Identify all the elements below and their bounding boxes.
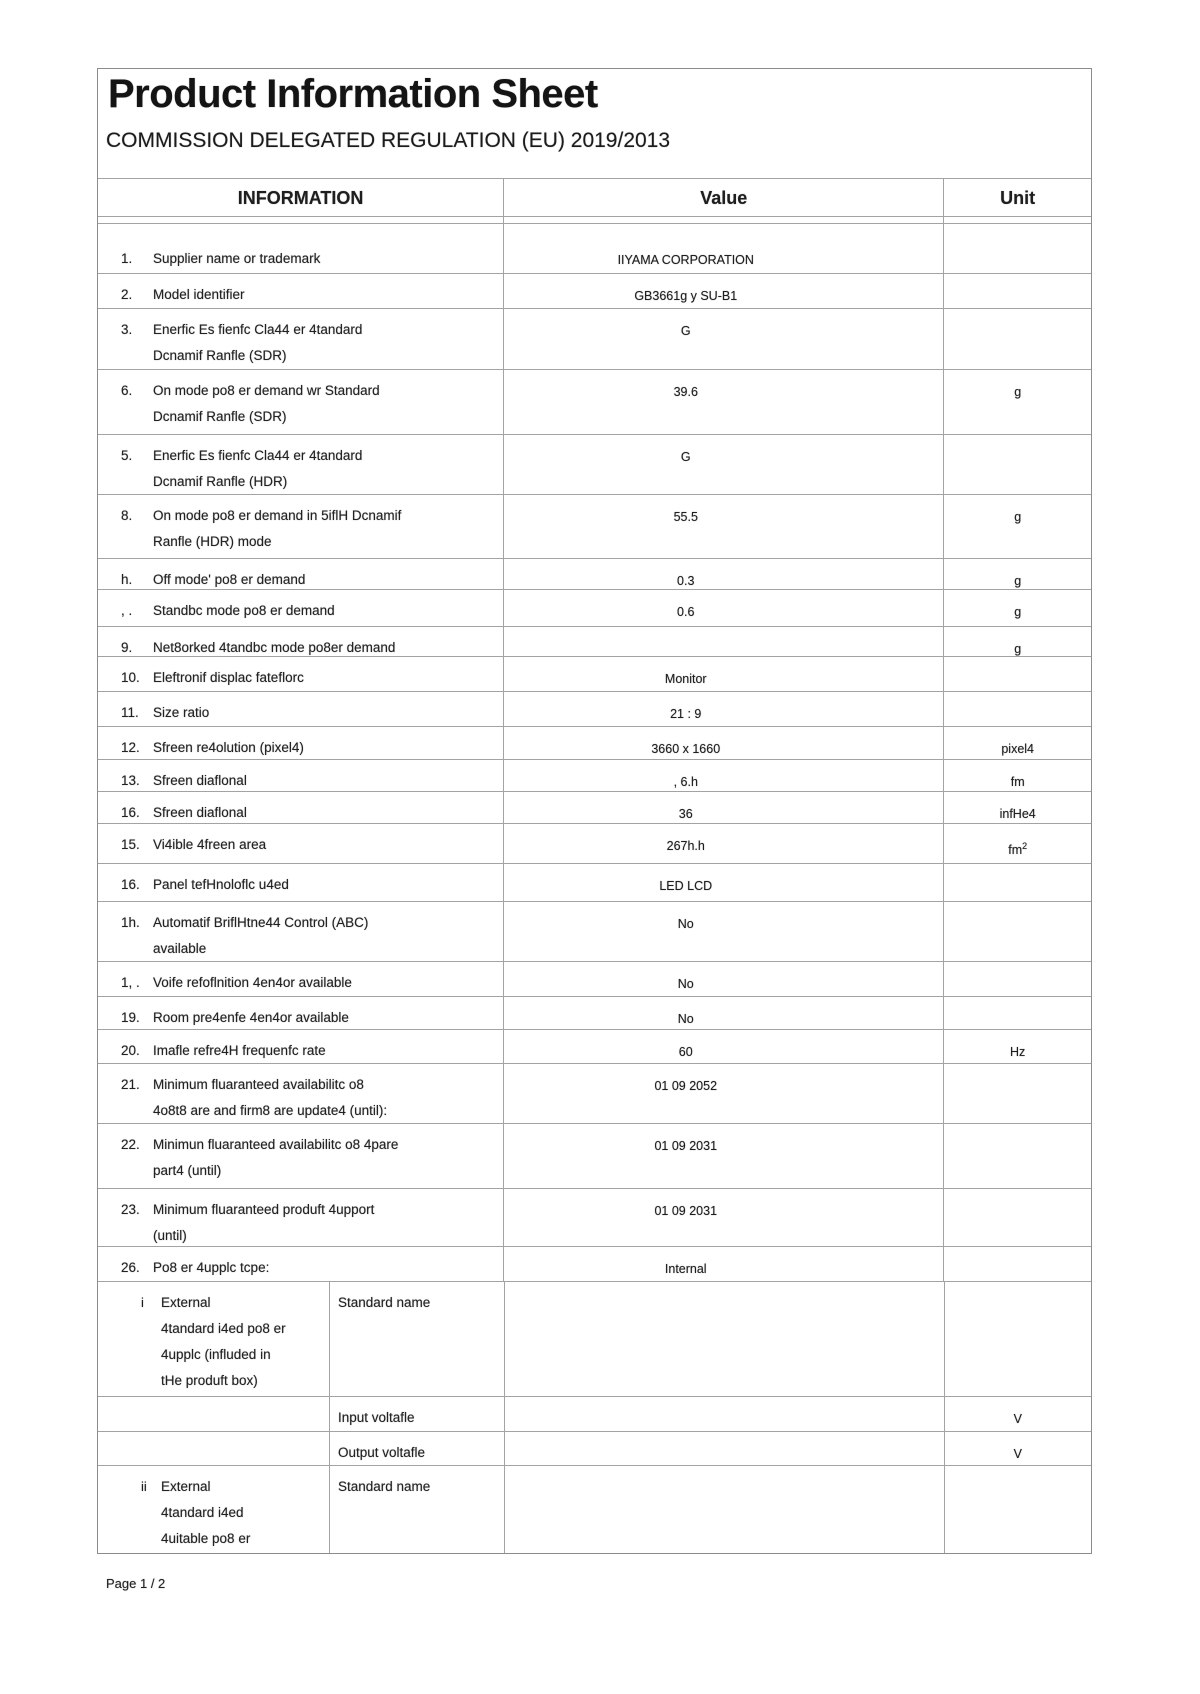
table-row <box>98 1063 1091 1123</box>
row-unit <box>943 692 1091 726</box>
row-number: 1h. <box>121 915 140 930</box>
row-number: 13. <box>121 773 140 788</box>
nested-table-row <box>98 1396 1091 1431</box>
row-information-cell <box>98 224 503 273</box>
product-information-sheet <box>97 68 1092 1554</box>
table-row <box>98 626 1091 656</box>
row-label-line: Sfreen diaflonal <box>153 805 247 820</box>
row-information-cell <box>98 824 503 863</box>
table-row <box>98 961 1091 996</box>
nested-row-value <box>504 1466 944 1553</box>
nested-label-line: 4tandard i4ed <box>161 1505 244 1520</box>
row-label <box>153 700 209 726</box>
row-value: IIYAMA CORPORATION <box>503 224 943 273</box>
row-number: 16. <box>121 877 140 892</box>
row-label <box>153 910 368 961</box>
row-label-line: Supplier name or trademark <box>153 251 321 266</box>
row-unit: infHe4 <box>943 792 1091 823</box>
nested-table-row <box>98 1431 1091 1465</box>
row-information-cell <box>98 760 503 791</box>
row-label-line: (until) <box>153 1228 187 1243</box>
row-information-cell <box>98 309 503 369</box>
row-label-line: Eleftronif displac fateflorc <box>153 670 304 685</box>
row-information-cell <box>98 727 503 759</box>
spacer-row <box>98 216 1091 223</box>
column-header-unit: Unit <box>943 179 1091 216</box>
nested-row-label-cell <box>98 1466 329 1553</box>
row-label <box>153 246 320 273</box>
row-information-cell <box>98 962 503 996</box>
row-information-cell <box>98 274 503 308</box>
title-cell <box>98 69 1091 178</box>
row-label <box>153 665 304 691</box>
table-row <box>98 558 1091 589</box>
row-number: 1. <box>121 251 133 266</box>
row-value: 267h.h <box>503 824 943 863</box>
row-number: 20. <box>121 1043 140 1058</box>
row-label-line: available <box>153 941 207 956</box>
table-row <box>98 1246 1091 1281</box>
row-label <box>153 1005 349 1029</box>
row-label-line: Minimum fluaranteed availabilitc o8 <box>153 1077 364 1092</box>
nested-row-unit <box>944 1466 1091 1553</box>
nested-table-row <box>98 1281 1091 1396</box>
row-value: 01 09 2052 <box>503 1064 943 1123</box>
row-label <box>153 503 401 558</box>
row-value: 39.6 <box>503 370 943 434</box>
row-unit: g <box>943 495 1091 558</box>
table-row <box>98 791 1091 823</box>
nested-row-label <box>161 1474 250 1553</box>
row-number: 11. <box>121 705 139 720</box>
row-label <box>153 378 380 434</box>
row-label-line: Vi4ible 4freen area <box>153 837 267 852</box>
nested-row-marker: ii <box>141 1479 147 1494</box>
row-value: 01 09 2031 <box>503 1189 943 1246</box>
row-label-line: Minimun fluaranteed availabilitc o8 4pare <box>153 1137 399 1152</box>
row-information-cell <box>98 902 503 961</box>
nested-row-unit: V <box>944 1432 1091 1465</box>
row-label-line: Off mode' po8 er demand <box>153 572 306 587</box>
row-value: No <box>503 997 943 1029</box>
row-number: 12. <box>121 740 140 755</box>
row-value: 0.3 <box>503 559 943 589</box>
table-row <box>98 223 1091 273</box>
row-unit <box>943 435 1091 494</box>
row-value: G <box>503 435 943 494</box>
row-label-line: Dcnamif Ranfle (SDR) <box>153 348 287 363</box>
row-label-line: Ranfle (HDR) mode <box>153 534 272 549</box>
row-label-line: Net8orked 4tandbc mode po8er demand <box>153 640 396 655</box>
row-label <box>153 832 266 863</box>
table-row <box>98 589 1091 626</box>
row-number: 16. <box>121 805 140 820</box>
row-number: 22. <box>121 1137 140 1152</box>
row-value: 55.5 <box>503 495 943 558</box>
nested-row-marker: i <box>141 1295 144 1310</box>
row-value: LED LCD <box>503 864 943 901</box>
nested-row-unit: V <box>944 1397 1091 1431</box>
row-label <box>153 800 247 823</box>
row-value <box>503 627 943 656</box>
table-row <box>98 369 1091 434</box>
row-label-line: On mode po8 er demand wr Standard <box>153 383 380 398</box>
table-row <box>98 726 1091 759</box>
table-header-row <box>98 178 1091 216</box>
nested-row-name: Standard name <box>329 1466 504 1553</box>
row-value: 36 <box>503 792 943 823</box>
nested-row-label-cell <box>98 1397 329 1431</box>
nested-label-line: External <box>161 1479 211 1494</box>
row-number: 3. <box>121 322 133 337</box>
row-unit <box>943 1124 1091 1188</box>
row-unit: g <box>943 559 1091 589</box>
page-title: Product Information Sheet <box>108 72 598 116</box>
row-label <box>153 567 305 589</box>
row-number: 1, . <box>121 975 140 990</box>
row-number: 9. <box>121 640 133 655</box>
row-value: Internal <box>503 1247 943 1281</box>
row-information-cell <box>98 1124 503 1188</box>
row-value: , 6.h <box>503 760 943 791</box>
row-label-line: part4 (until) <box>153 1163 222 1178</box>
row-label <box>153 282 245 308</box>
row-label-line: Enerfic Es fienfc Cla44 er 4tandard <box>153 322 363 337</box>
row-number: 19. <box>121 1010 140 1025</box>
row-information-cell <box>98 997 503 1029</box>
row-value: 0.6 <box>503 590 943 626</box>
row-information-cell <box>98 1247 503 1281</box>
table-row <box>98 1188 1091 1246</box>
row-number: 23. <box>121 1202 140 1217</box>
row-information-cell <box>98 1030 503 1063</box>
table-row <box>98 308 1091 369</box>
table-row <box>98 273 1091 308</box>
row-label-line: Voife refoflnition 4en4or available <box>153 975 352 990</box>
table-row <box>98 863 1091 901</box>
row-information-cell <box>98 559 503 589</box>
row-unit <box>943 309 1091 369</box>
row-unit <box>943 962 1091 996</box>
row-information-cell <box>98 590 503 626</box>
row-label-line: Enerfic Es fienfc Cla44 er 4tandard <box>153 448 363 463</box>
table-row <box>98 1029 1091 1063</box>
row-information-cell <box>98 1189 503 1246</box>
nested-table-row <box>98 1465 1091 1553</box>
row-value: 60 <box>503 1030 943 1063</box>
row-value: 21 : 9 <box>503 692 943 726</box>
row-label <box>153 768 247 791</box>
row-label-line: Sfreen re4olution (pixel4) <box>153 740 304 755</box>
row-number: 5. <box>121 448 133 463</box>
row-information-cell <box>98 1064 503 1123</box>
row-label <box>153 1038 326 1063</box>
row-label-line: Standbc mode po8 er demand <box>153 603 335 618</box>
row-label-line: Po8 er 4upplc tcpe: <box>153 1260 270 1275</box>
table-row <box>98 494 1091 558</box>
nested-row-value <box>504 1282 944 1396</box>
nested-row-value <box>504 1432 944 1465</box>
row-unit: g <box>943 627 1091 656</box>
nested-row-value <box>504 1397 944 1431</box>
row-label <box>153 443 362 494</box>
row-label <box>153 735 304 759</box>
row-label <box>153 635 395 656</box>
row-unit: g <box>943 590 1091 626</box>
row-unit: g <box>943 370 1091 434</box>
nested-label-line: 4uitable po8 er <box>161 1531 251 1546</box>
row-information-cell <box>98 495 503 558</box>
row-value: GB3661g y SU-B1 <box>503 274 943 308</box>
nested-row-name: Output voltafle <box>329 1432 504 1465</box>
row-label-line: Room pre4enfe 4en4or available <box>153 1010 349 1025</box>
table-row <box>98 901 1091 961</box>
column-header-information: INFORMATION <box>237 188 364 208</box>
row-label-line: Size ratio <box>153 705 210 720</box>
nested-label-line: External <box>161 1295 211 1310</box>
nested-row-marker <box>141 1440 161 1465</box>
table-row <box>98 996 1091 1029</box>
nested-label-line: 4upplc (influded in <box>161 1347 271 1362</box>
row-unit: fm <box>943 760 1091 791</box>
row-information-cell <box>98 370 503 434</box>
row-information-cell <box>98 627 503 656</box>
row-value: Monitor <box>503 657 943 691</box>
column-header-value: Value <box>503 179 943 216</box>
row-information-cell <box>98 657 503 691</box>
nested-label-line: 4tandard i4ed po8 er <box>161 1321 286 1336</box>
row-number: 15. <box>121 837 140 852</box>
nested-row-label <box>161 1290 286 1396</box>
row-label <box>153 1197 374 1246</box>
row-unit <box>943 657 1091 691</box>
row-unit <box>943 274 1091 308</box>
table-row <box>98 656 1091 691</box>
row-label-line: Sfreen diaflonal <box>153 773 247 788</box>
row-unit: Hz <box>943 1030 1091 1063</box>
table-row <box>98 823 1091 863</box>
nested-row-name: Standard name <box>329 1282 504 1396</box>
nested-row-label-cell <box>98 1282 329 1396</box>
row-number: 2. <box>121 287 133 302</box>
nested-row-marker <box>141 1405 161 1431</box>
row-number: 8. <box>121 508 133 523</box>
row-label-line: Panel tefHnoloflc u4ed <box>153 877 289 892</box>
row-label <box>153 970 352 996</box>
row-label-line: Dcnamif Ranfle (HDR) <box>153 474 288 489</box>
row-number: 21. <box>121 1077 140 1092</box>
row-number: 26. <box>121 1260 140 1275</box>
row-unit: $fm^2$ <box>943 824 1091 863</box>
row-label <box>153 598 335 626</box>
table-row <box>98 1123 1091 1188</box>
row-label <box>153 872 289 901</box>
row-label-line: Model identifier <box>153 287 245 302</box>
row-unit <box>943 1189 1091 1246</box>
row-label-line: Imafle refre4H frequenfc rate <box>153 1043 326 1058</box>
row-value: G <box>503 309 943 369</box>
nested-row-name: Input voltafle <box>329 1397 504 1431</box>
nested-row-label-cell <box>98 1432 329 1465</box>
row-number: 10. <box>121 670 140 685</box>
row-label-line: Dcnamif Ranfle (SDR) <box>153 409 287 424</box>
row-label <box>153 317 362 369</box>
row-information-cell <box>98 864 503 901</box>
row-information-cell <box>98 792 503 823</box>
regulation-subtitle: COMMISSION DELEGATED REGULATION (EU) 2019/2013 <box>106 129 671 152</box>
row-label <box>153 1132 398 1188</box>
info-table-body <box>98 223 1091 1553</box>
table-row <box>98 434 1091 494</box>
row-label-line: Automatif BriflHtne44 Control (ABC) <box>153 915 369 930</box>
row-unit <box>943 1247 1091 1281</box>
row-label <box>153 1072 387 1123</box>
row-label-line: 4o8t8 are and firm8 are update4 (until): <box>153 1103 388 1118</box>
row-unit <box>943 1064 1091 1123</box>
row-unit <box>943 902 1091 961</box>
row-value: No <box>503 962 943 996</box>
nested-row-unit <box>944 1282 1091 1396</box>
row-unit <box>943 997 1091 1029</box>
row-number: , . <box>121 603 133 618</box>
row-label <box>153 1255 269 1281</box>
row-unit <box>943 224 1091 273</box>
row-information-cell <box>98 435 503 494</box>
row-information-cell <box>98 692 503 726</box>
nested-label-line: tHe produft box) <box>161 1373 258 1388</box>
table-row <box>98 691 1091 726</box>
row-label-line: On mode po8 er demand in 5iflH Dcnamif <box>153 508 402 523</box>
row-unit <box>943 864 1091 901</box>
row-number: h. <box>121 572 133 587</box>
row-number: 6. <box>121 383 133 398</box>
row-unit: pixel4 <box>943 727 1091 759</box>
table-row <box>98 759 1091 791</box>
row-label-line: Minimum fluaranteed produft 4upport <box>153 1202 375 1217</box>
row-value: 3660 x 1660 <box>503 727 943 759</box>
page-footer: Page 1 / 2 <box>106 1576 166 1591</box>
row-value: 01 09 2031 <box>503 1124 943 1188</box>
row-value: No <box>503 902 943 961</box>
